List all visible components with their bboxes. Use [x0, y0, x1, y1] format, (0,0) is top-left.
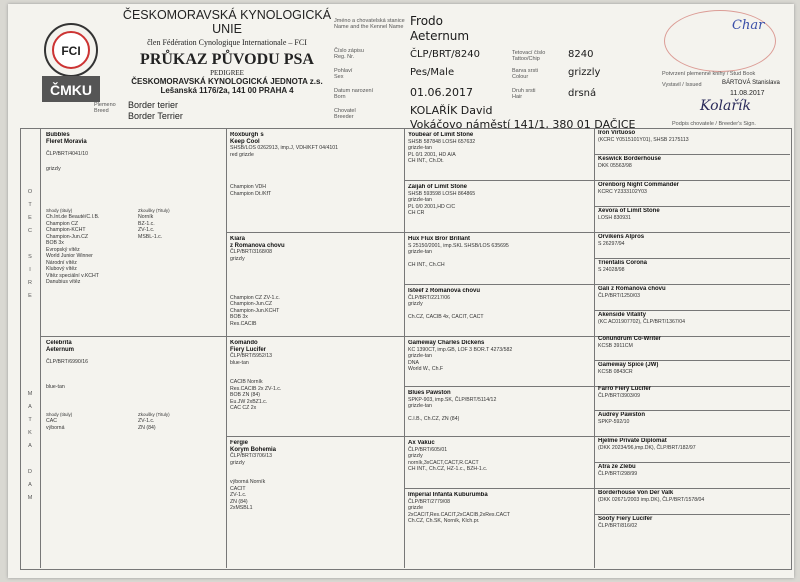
info-line: Res.CACIB 2x ZV-1.c.	[230, 385, 282, 392]
info-line: grizzle-tan	[408, 403, 432, 409]
info-line: Champion VDH	[230, 184, 267, 190]
info-line: red grizzle	[230, 151, 254, 158]
info-line: ČLP/BRT/605/01	[408, 446, 448, 453]
title-line: Champion-Jun.CZ	[46, 233, 89, 240]
side-letter: E	[28, 215, 32, 221]
ancestor-cell: Farro Fiery Lucifer ČLP/BRT/3903/09	[598, 386, 786, 410]
info-line: grizzle	[408, 505, 423, 511]
side-letter: K	[28, 430, 32, 436]
exam-line: ZN (84)	[138, 424, 156, 431]
info-line: SPKP-903, imp.SK, ČLP/BRT/5114/12	[408, 396, 497, 403]
title-line: Národní vítěz	[46, 259, 77, 266]
side-letter: R	[28, 280, 32, 286]
breeder-label: Chovatel Breeder	[334, 108, 356, 120]
side-letter	[26, 453, 34, 466]
breeder-name: KOLAŘÍK David	[410, 104, 493, 117]
info-line: Ch.CZ, Ch.SK, Norník, KIch.pr.	[408, 518, 480, 524]
info-line: norník,3xCACT,CACT,R.CACT	[408, 459, 479, 466]
ancestor-cell: Orenborg Night Commander KCRC Y2333102Y03	[598, 182, 786, 206]
ancestor-cell: Xevora of Limit Stone LOSH 830931	[598, 208, 786, 232]
ancestor-reg: ČLP/BRT/3903/09	[598, 392, 641, 399]
ancestor-reg: ČLP/BRT/298/99	[598, 470, 638, 477]
ancestor-reg: (KC AC01907702), ČLP/BRT/1367/04	[598, 318, 685, 325]
ancestor-cell: Audrey Pawston SPKP-592/10	[598, 412, 786, 436]
side-letter: T	[28, 202, 32, 208]
grandparent-cell: Roxburgh´s Keep Cool SHSB/LOS 0262913, imp.J, VDH/KFT 04/4101 red grizzle Champion VDH Champion Dt./KfT	[230, 132, 400, 230]
info-line: SHSB 593598 LOSH 864865	[408, 190, 476, 197]
ancestor-cell: Conundrum Co-Writer KCSB 3911CM	[598, 336, 786, 360]
reg-number: ČLP/BRT/8240	[410, 49, 480, 60]
document-title: PRŮKAZ PŮVODU PSA	[140, 51, 314, 68]
side-letter	[26, 238, 34, 251]
great-grandparent-cell: Zaijah of Limit Stone SHSB 593598 LOSH 864865 grizzle-tan PL 0/0 2001,HD C/C CH CR	[408, 184, 590, 232]
title-line: World Junior Winner	[46, 253, 93, 259]
info-line: ČLP/BRT/3168/08	[230, 249, 273, 255]
info-line: grizzle-tan	[408, 353, 432, 359]
stud-confirm: Potvrzení plemenné knihy / Stud Book	[662, 71, 756, 77]
side-letter: A	[28, 404, 32, 410]
document-subtitle: PEDIGREE	[210, 69, 244, 77]
info-line: grizzly	[230, 459, 245, 466]
info-line: Eu.JW 2xBZ1.c.	[230, 398, 268, 405]
title-line: Champion-KCHT	[46, 227, 86, 233]
info-line: SHSB 587848 LOSH 657632	[408, 138, 476, 145]
grandparent-cell: Komando Fiery Lucifer ČLP/BRT/5952/13 blue-tan CACIB Norník Res.CACIB 2x ZV-1.c. BOB ZN (84) Eu.JW 2xBZ1.c. CAC CZ 2x	[230, 340, 400, 434]
exam-line: MSBL-1.c.	[138, 233, 163, 240]
ancestor-cell: Örvikens Alpros S 26297/94	[598, 234, 786, 258]
info-line: grizzle-tan	[408, 145, 432, 151]
sire-cell: Bubbles Fleret Moravia ČLP/BRT/4041/10 grizzly Shody (tituly) Zkoušky (Tituly) Ch.Int.de Beauté/C.I.B. Champion CZ Champion-KCHT Champion-Jun.CZ BOB 3x Evropský vítěz World Junior Winner Národní vítěz Klubový vítěz Vítěz speciální v.KCHT Danubius vítěz Norník BZ-1.c. ZV-1.c. MSBL-1.c.	[46, 132, 170, 285]
ancestor-reg: KCSB 0843CR	[598, 368, 633, 375]
ancestor-reg: ČLP/BRT/816/02	[598, 522, 638, 529]
ancestor-cell: Gameway Spice (JW) KCSB 0843CR	[598, 362, 786, 386]
info-line: ČLP/BRT/3706/13	[230, 453, 273, 459]
grandparent-cell: Fergie Korym Bohemia ČLP/BRT/3706/13 grizzly výborná Norník CACIT ZV-1.c. ZN (84) 2xMSBL1	[230, 440, 400, 566]
info-line: CACIB Norník	[230, 379, 263, 385]
great-grandparent-cell: Imperial Infanta Kuburumba ČLP/BRT/2779/08 grizzle 2xCACIT,Res.CACIT,2xCACIB,2xRes.CACT Ch.CZ, Ch.SK, Norník, KIch.pr.	[408, 492, 590, 540]
breed-label: Plemeno Breed	[94, 102, 116, 114]
ancestor-cell: Sooty Fiery Lucifer ČLP/BRT/816/02	[598, 516, 786, 540]
side-letter: T	[28, 417, 32, 423]
dam-side-label	[26, 388, 34, 505]
breed-value-en: Border Terrier	[128, 111, 183, 121]
breeder-address: Vokáčovo náměstí 141/1, 380 01 DAČICE	[410, 118, 636, 131]
title-line: BOB 3x	[46, 240, 64, 246]
colour-label: Barva srsti Colour	[512, 68, 538, 80]
exam-line: ZV-1.c.	[138, 418, 155, 424]
info-line: World W., Ch.F	[408, 366, 444, 372]
ancestor-cell: Iron Virtuoso (KCRC Y0515101Y01), SHSB 2175113	[598, 130, 786, 154]
info-line: ČLP/BRT/5952/13	[230, 353, 273, 359]
side-letter: A	[28, 443, 32, 449]
ancestor-reg: (DKK 20234/96,imp.DK), ČLP/BRT/182/97	[598, 444, 696, 451]
exam-line: Norník	[138, 214, 154, 220]
info-line: KC 1390CT, imp.GB, LOF 3 BOR.T 4273/582	[408, 346, 513, 353]
sex-value: Pes/Male	[410, 67, 455, 78]
signature-label: Podpis chovatele / Breeder's Sign.	[672, 121, 756, 127]
tattoo-value: 8240	[568, 49, 594, 60]
great-grandparent-cell: Gameway Charles Dickens KC 1390CT, imp.GB, LOF 3 BOR.T 4273/582 grizzle-tan DNA World W., Ch.F	[408, 340, 590, 388]
ancestor-reg: (DKK 02671/2003 imp.DK), ČLP/BRT/1578/04	[598, 496, 705, 503]
ancestor-reg: SPKP-592/10	[598, 418, 630, 425]
svg-text:ČMKU: ČMKU	[50, 82, 92, 98]
hair-label: Druh srsti Hair	[512, 88, 536, 100]
info-line: BOB ZN (84)	[230, 392, 260, 398]
club-name: ČESKOMORAVSKÁ KYNOLOGICKÁ JEDNOTA z.s.	[131, 77, 323, 86]
svg-text:FCI: FCI	[61, 44, 81, 58]
ancestor-reg: KCRC Y2333102Y03	[598, 188, 647, 195]
ancestor-cell: Atra ze Žlebu ČLP/BRT/298/99	[598, 464, 786, 488]
dog-kennel: Aeternum	[410, 29, 470, 43]
ancestor-reg: LOSH 830931	[598, 214, 631, 221]
ancestor-cell: Trientalis Corona S 24028/98	[598, 260, 786, 284]
ancestor-reg: S 26297/94	[598, 240, 625, 247]
title-line: Ch.Int.de Beauté/C.I.B.	[46, 214, 100, 220]
sex-label: Pohlaví Sex	[334, 68, 353, 80]
side-letter: M	[27, 391, 33, 397]
title-line: Champion CZ	[46, 220, 79, 227]
exam-line: ZV-1.c.	[138, 227, 155, 233]
issued-date: 11.08.2017	[730, 90, 765, 97]
info-line: CH INT., Ch.Dt.	[408, 158, 444, 164]
ancestor-cell: Gali z Romanova chovu ČLP/BRT/1250/03	[598, 286, 786, 310]
breeder-signature: Kolařík	[700, 98, 751, 114]
info-line: grizzly	[408, 301, 423, 307]
info-line: BOB 3x	[230, 314, 248, 320]
info-line: grizzle-tan	[408, 249, 432, 255]
info-line: SHSB/LOS 0262913, imp.J, VDH/KFT 04/4101	[230, 145, 339, 151]
info-line: ČLP/BRT/2217/06	[408, 294, 451, 301]
great-grandparent-cell: Isteef z Romanova chovu ČLP/BRT/2217/06 grizzly Ch.CZ, CACIB 4x, CACIT, CACT	[408, 288, 590, 336]
colour-value: grizzly	[568, 67, 601, 78]
fci-logo	[30, 18, 112, 106]
info-line: Ch.CZ, CACIB 4x, CACIT, CACT	[408, 314, 484, 320]
title-line: Evropský vítěz	[46, 246, 80, 253]
title-line: Klubový vítěz	[46, 266, 77, 272]
ancestor-cell: Keswick Borderhouse DKK 05563/98	[598, 156, 786, 180]
side-letter: C	[28, 228, 32, 234]
info-line: blue-tan	[230, 359, 249, 366]
info-line: PL 0/0 2001,HD C/C	[408, 203, 456, 210]
info-line: 2xMSBL1	[230, 505, 253, 511]
info-line: grizzle-tan	[408, 197, 432, 203]
hair-value: drsná	[568, 88, 597, 99]
info-line: CAC CZ 2x	[230, 405, 257, 411]
title-line: výborná	[46, 424, 65, 431]
ancestor-reg: S 24028/98	[598, 266, 625, 273]
initials: Char	[732, 18, 765, 33]
ancestor-reg: (KCRC Y0515101Y01), SHSB 2175113	[598, 136, 689, 143]
ancestor-cell: Borderhouse Von Der Valk (DKK 02671/2003 imp.DK), ČLP/BRT/1578/04	[598, 490, 786, 514]
title-line: CAC	[46, 418, 57, 424]
info-line: CH CR	[408, 210, 425, 216]
great-grandparent-cell: Ax Vakuc ČLP/BRT/605/01 grizzly norník,3xCACT,CACT,R.CACT CH INT., Ch.CZ, HZ-1.c., BZH-1.c.	[408, 440, 590, 488]
born-value: 01.06.2017	[410, 86, 473, 99]
side-letter: I	[29, 267, 31, 273]
born-label: Datum narození Born	[334, 88, 374, 100]
info-line: Champion CZ ZV-1.c.	[230, 294, 280, 301]
info-line: Champion Dt./KfT	[230, 190, 272, 197]
side-letter: A	[28, 482, 32, 488]
info-line: S 25150/2001, imp.SKL SHSB/LOS 635695	[408, 242, 509, 249]
dam-cell: Celebrita Aeternum ČLP/BRT/6990/16 blue-tan Shody (tituly) Zkoušky (Tituly) CAC výborná ZV-1.c. ZN (84)	[46, 340, 170, 431]
info-line: CH INT., Ch.CH	[408, 262, 445, 268]
info-line: Champion-Jun.KCHT	[230, 307, 280, 314]
name-label: Jméno a chovatelská stanice Name and the Kennel Name	[334, 18, 405, 30]
info-line: ČLP/BRT/2779/08	[408, 498, 451, 505]
sire-side-label	[26, 186, 34, 303]
fci-membership: člen Fédération Cynologique Internationale – FCI	[147, 38, 307, 47]
great-grandparent-cell: Hux Flux Bror Brillant S 25150/2001, imp.SKL SHSB/LOS 635695 grizzle-tan CH INT., Ch.CH	[408, 236, 590, 284]
tattoo-label: Tetovací číslo Tattoo/Chip	[512, 50, 546, 62]
info-line: grizzly	[230, 255, 245, 262]
side-letter: S	[28, 254, 32, 260]
side-letter: D	[28, 469, 32, 475]
issued-label: Vystavil / Issued	[662, 82, 702, 88]
info-line: výborná Norník	[230, 479, 266, 485]
ancestor-reg: ČLP/BRT/1250/03	[598, 292, 641, 299]
ancestor-cell: Hjelme Private Diplomat (DKK 20234/96,imp.DK), ČLP/BRT/182/97	[598, 438, 786, 462]
side-letter: E	[28, 293, 32, 299]
ancestor-reg: DKK 05563/98	[598, 162, 632, 169]
info-line: CH INT., Ch.CZ, HZ-1.c., BZH-1.c.	[408, 466, 488, 472]
side-letter: M	[27, 495, 33, 501]
reg-label: Číslo zápisu Reg. Nr.	[334, 48, 364, 60]
info-line: 2xCACIT,Res.CACIT,2xCACIB,2xRes.CACT	[408, 511, 511, 518]
breed-value: Border terier	[128, 100, 179, 110]
title-line: Danubius vítěz	[46, 279, 81, 285]
info-line: C.I.B., Ch.CZ, ZN (84)	[408, 416, 460, 422]
info-line: DNA	[408, 359, 419, 366]
great-grandparent-cell: Blues Pawston SPKP-903, imp.SK, ČLP/BRT/5114/12 grizzle-tan C.I.B., Ch.CZ, ZN (84)	[408, 390, 590, 438]
info-line: PL 0/1 2001, HD A/A	[408, 151, 456, 158]
great-grandparent-cell: Youbear of Limit Stone SHSB 587848 LOSH 657632 grizzle-tan PL 0/1 2001, HD A/A CH INT., Ch.Dt.	[408, 132, 590, 180]
info-line: ZN (84)	[230, 498, 248, 505]
info-line: Champion-Jun.CZ	[230, 301, 273, 307]
club-address: Lešanská 1176/2a, 141 00 PRAHA 4	[160, 86, 294, 95]
info-line: ZV-1.c.	[230, 492, 247, 498]
title-line: Vítěz speciální v.KCHT	[46, 272, 99, 279]
info-line: Res.CACIB	[230, 320, 257, 327]
info-line: CACIT	[230, 485, 246, 492]
info-line: grizzly	[408, 453, 423, 459]
org-name: ČESKOMORAVSKÁ KYNOLOGICKÁ UNIE	[122, 8, 332, 36]
ancestor-cell: Akenside Vitality (KC AC01907702), ČLP/BRT/1367/04	[598, 312, 786, 336]
ancestor-reg: KCSB 3911CM	[598, 342, 633, 349]
issued-by: BÁRTOVÁ Stanislava	[722, 80, 780, 86]
grandparent-cell: Kiara z Romanova chovu ČLP/BRT/3168/08 grizzly Champion CZ ZV-1.c. Champion-Jun.CZ Champion-Jun.KCHT BOB 3x Res.CACIB	[230, 236, 400, 334]
exam-line: BZ-1.c.	[138, 220, 155, 227]
side-letter: O	[27, 189, 33, 195]
dog-name: Frodo	[410, 14, 443, 28]
